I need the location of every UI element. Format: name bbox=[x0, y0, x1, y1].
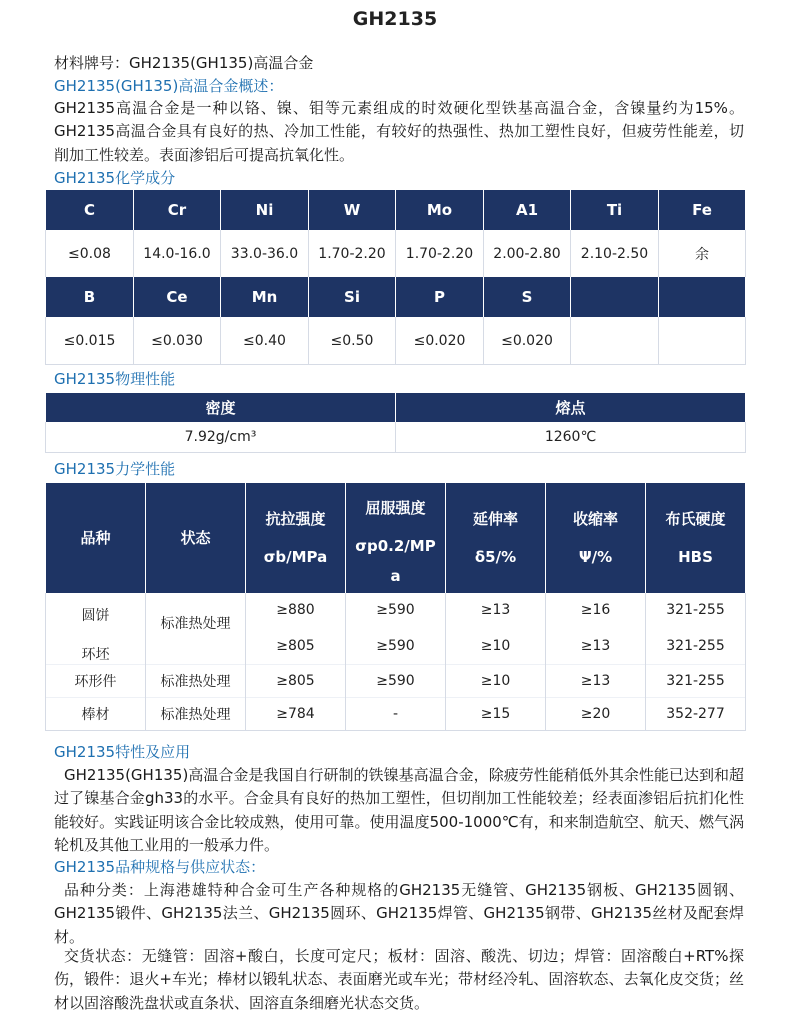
features-text: GH2135(GH135)高温合金是我国自行研制的铁镍基高温合金，除疲劳性能稍低外其余性能已达到和超过了镍基合金gh33的水平。合金具有良好的热加工塑性，但切削加工性能较差；经表面渗铝后抗扪化性能较好。实践证明该合金比较成熟，使用可靠。使用温度500-1000℃有，和来制造航空、航天、燃气涡轮机及其他工业用的一般承力件。 bbox=[54, 766, 744, 854]
chem-value-cell: ≤0.08 bbox=[46, 230, 134, 277]
chem-header-cell: B bbox=[46, 277, 134, 317]
mech-cell-variety: 棒材 bbox=[46, 698, 146, 731]
overview-heading: GH2135(GH135)高温合金概述： bbox=[54, 77, 284, 95]
chem-value-cell: ≤0.40 bbox=[221, 317, 309, 365]
mech-header-state: 状态 bbox=[146, 483, 246, 593]
mech-header-line: 布氏硬度 bbox=[665, 510, 726, 528]
chem-value-cell: ≤0.015 bbox=[46, 317, 134, 365]
overview-text: GH2135高温合金是一种以铬、镍、钼等元素组成的时效硬化型铁基高温合金，含镍量约为15%。 GH2135高温合金具有良好的热、冷加工性能，有较好的热强性、热加工塑性良好，但疲劳性能差，切削加工性较差。表面渗铝后可提高抗氧化性。 bbox=[54, 99, 744, 164]
mech-cell-tensile: ≥805 bbox=[246, 665, 346, 698]
mech-cell-hardness: 321-255 bbox=[646, 627, 746, 665]
phys-header-cell: 熔点 bbox=[396, 393, 746, 422]
mech-cell-hardness: 321-255 bbox=[646, 593, 746, 627]
chem-value-cell: 1.70-2.20 bbox=[396, 230, 484, 277]
chem-header-cell: Fe bbox=[659, 190, 746, 230]
page-title: GH2135 bbox=[352, 8, 438, 30]
chem-value-cell: 余 bbox=[659, 230, 746, 277]
chem-header-cell: Mo bbox=[396, 190, 484, 230]
mech-header-line: σb/MPa bbox=[263, 548, 328, 566]
mech-row-ring-part bbox=[46, 665, 746, 698]
mech-cell-tensile: ≥784 bbox=[246, 698, 346, 731]
chemical-header-row-2 bbox=[46, 277, 746, 317]
mech-header-line: 收缩率 bbox=[572, 510, 618, 528]
phys-value-cell: 1260℃ bbox=[396, 422, 746, 453]
chem-header-cell: Ce bbox=[134, 277, 221, 317]
mech-header-line: a bbox=[390, 567, 401, 585]
mech-cell-reduction: ≥13 bbox=[546, 665, 646, 698]
supply-heading: GH2135品种规格与供应状态： bbox=[54, 858, 266, 876]
physical-heading: GH2135物理性能 bbox=[54, 370, 176, 388]
chem-value-cell: ≤0.50 bbox=[309, 317, 396, 365]
chemical-table bbox=[45, 190, 746, 365]
chem-header-cell: Ni bbox=[221, 190, 309, 230]
supply-variety-text: 品种分类：上海港雄特种合金可生产各种规格的GH2135无缝管、GH2135钢板、GH2135圆钢、GH2135锻件、GH2135法兰、GH2135圆环、GH2135焊管、GH2135钢带、GH2135丝材及配套焊材。 bbox=[54, 881, 744, 946]
mech-cell-tensile: ≥805 bbox=[246, 627, 346, 665]
mech-cell-yield: ≥590 bbox=[346, 665, 446, 698]
mechanical-table bbox=[45, 483, 746, 731]
mech-header-line: 抗拉强度 bbox=[265, 510, 326, 528]
chem-value-cell bbox=[571, 317, 659, 365]
mechanical-header-row bbox=[46, 483, 746, 593]
chemical-header-row-1 bbox=[46, 190, 746, 230]
features-heading: GH2135特性及应用 bbox=[54, 743, 191, 761]
mech-header-line: Ψ/% bbox=[578, 548, 613, 566]
chem-value-cell: ≤0.030 bbox=[134, 317, 221, 365]
mech-cell-yield: - bbox=[346, 698, 446, 731]
chemical-value-row-2 bbox=[46, 317, 746, 365]
chemical-value-row-1 bbox=[46, 230, 746, 277]
mech-cell-yield: ≥590 bbox=[346, 627, 446, 665]
physical-table bbox=[45, 393, 746, 453]
mech-cell-variety: 圆饼 bbox=[46, 593, 146, 627]
chem-header-cell: Mn bbox=[221, 277, 309, 317]
chem-value-cell: 33.0-36.0 bbox=[221, 230, 309, 277]
chem-value-cell: 2.10-2.50 bbox=[571, 230, 659, 277]
chem-header-cell: S bbox=[484, 277, 571, 317]
mech-header-elongation bbox=[446, 483, 546, 593]
mech-header-yield bbox=[346, 483, 446, 593]
mech-cell-yield: ≥590 bbox=[346, 593, 446, 627]
material-grade-line: 材料牌号：GH2135(GH135)高温合金 bbox=[54, 54, 314, 72]
mech-header-tensile bbox=[246, 483, 346, 593]
chem-value-cell: ≤0.020 bbox=[396, 317, 484, 365]
mech-header-line: 屈服强度 bbox=[365, 499, 426, 517]
chem-value-cell: 1.70-2.20 bbox=[309, 230, 396, 277]
mech-header-reduction bbox=[546, 483, 646, 593]
chem-header-cell: Cr bbox=[134, 190, 221, 230]
mech-cell-reduction: ≥20 bbox=[546, 698, 646, 731]
mech-cell-variety: 环形件 bbox=[46, 665, 146, 698]
mech-cell-hardness: 352-277 bbox=[646, 698, 746, 731]
chem-value-cell: ≤0.020 bbox=[484, 317, 571, 365]
mech-header-hardness bbox=[646, 483, 746, 593]
chem-header-cell: Ti bbox=[571, 190, 659, 230]
phys-header-cell: 密度 bbox=[46, 393, 396, 422]
mech-cell-reduction: ≥13 bbox=[546, 627, 646, 665]
mech-cell-elongation: ≥10 bbox=[446, 665, 546, 698]
mech-header-line: 延伸率 bbox=[472, 510, 518, 528]
mech-header-line: HBS bbox=[678, 548, 713, 566]
mech-header-variety: 品种 bbox=[46, 483, 146, 593]
chem-header-cell: A1 bbox=[484, 190, 571, 230]
chem-header-cell: P bbox=[396, 277, 484, 317]
mech-cell-state: 标准热处理 bbox=[146, 698, 246, 731]
mech-cell-elongation: ≥15 bbox=[446, 698, 546, 731]
mech-row-bar bbox=[46, 698, 746, 731]
chem-header-cell: C bbox=[46, 190, 134, 230]
supply-delivery-text: 交货状态：无缝管：固溶+酸白，长度可定尺；板材：固溶、酸洗、切边；焊管：固溶酸白+RT%探伤，锻件：退火+车光；棒材以锻轧状态、表面磨光或车光；带材经冷轧、固溶软态、去氧化皮交货；丝材以固溶酸洗盘状或直条状、固溶直条细磨光状态交货。 bbox=[54, 947, 744, 1012]
mech-cell-variety: 环坯 bbox=[46, 627, 146, 665]
chemical-heading: GH2135化学成分 bbox=[54, 169, 176, 187]
mech-cell-reduction: ≥16 bbox=[546, 593, 646, 627]
chem-header-cell bbox=[571, 277, 659, 317]
chem-header-cell: Si bbox=[309, 277, 396, 317]
mech-cell-elongation: ≥13 bbox=[446, 593, 546, 627]
mech-cell-hardness: 321-255 bbox=[646, 665, 746, 698]
chem-value-cell bbox=[659, 317, 746, 365]
chem-value-cell: 2.00-2.80 bbox=[484, 230, 571, 277]
chem-header-cell: W bbox=[309, 190, 396, 230]
mech-cell-elongation: ≥10 bbox=[446, 627, 546, 665]
physical-header-row bbox=[46, 393, 746, 422]
chem-value-cell: 14.0-16.0 bbox=[134, 230, 221, 277]
mech-cell-tensile: ≥880 bbox=[246, 593, 346, 627]
mech-cell-state: 标准热处理 bbox=[146, 665, 246, 698]
mech-row-ring-blank bbox=[46, 627, 746, 665]
chem-header-cell bbox=[659, 277, 746, 317]
mechanical-heading: GH2135力学性能 bbox=[54, 460, 176, 478]
mech-cell-state: 标准热处理 bbox=[146, 613, 246, 651]
mech-header-line: σp0.2/MP bbox=[355, 537, 436, 555]
physical-value-row bbox=[46, 422, 746, 453]
phys-value-cell: 7.92g/cm³ bbox=[46, 422, 396, 453]
mech-header-line: δ5/% bbox=[474, 548, 517, 566]
